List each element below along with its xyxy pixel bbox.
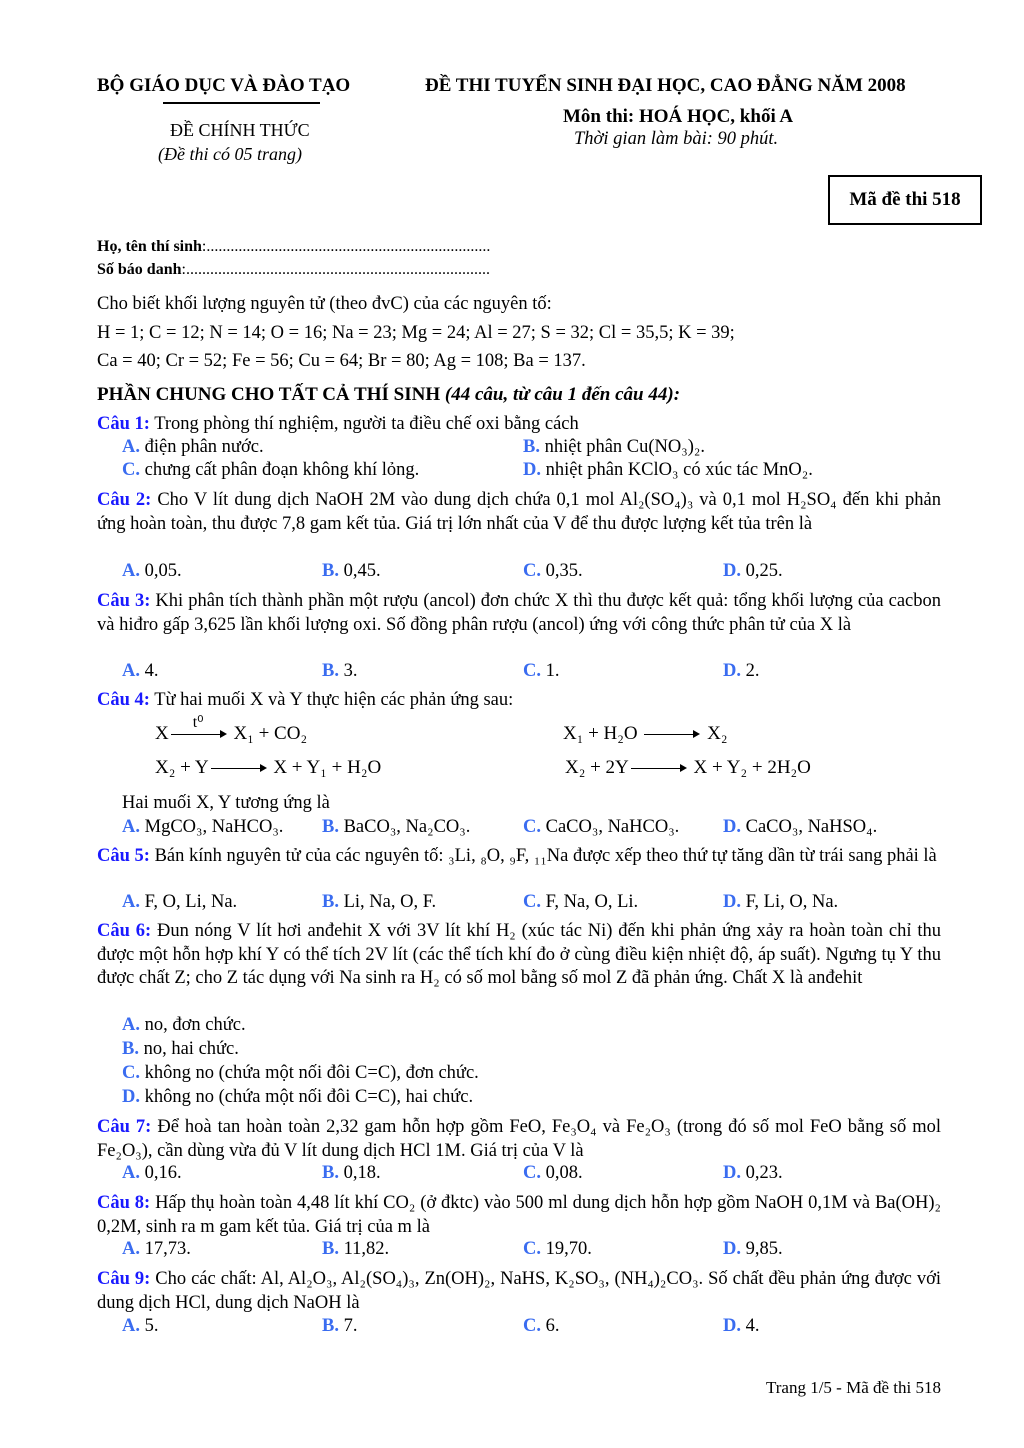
question-label: Câu 5: — [97, 846, 150, 866]
option-text: 17,73. — [140, 1239, 191, 1259]
option-b[interactable] — [322, 1239, 389, 1260]
option-b[interactable] — [322, 561, 381, 582]
question-1 — [97, 413, 941, 437]
option-c[interactable] — [122, 460, 419, 481]
reaction-right: X + Y₁ + H₂O — [273, 757, 382, 778]
option-text: 6. — [541, 1316, 560, 1336]
question-text: Để hoà tan hoàn toàn 2,32 gam hỗn hợp gồm FeO, Fe₃O₄ và Fe₂O₃ (trong đó số mol FeO bằng số mol Fe₂O₃), cần dùng vừa đủ V lít dung dịch HCl 1M. Giá trị của V là — [97, 1117, 941, 1161]
ministry-name: BỘ GIÁO DỤC VÀ ĐÀO TẠO — [97, 75, 351, 96]
option-a[interactable] — [122, 892, 237, 913]
option-d[interactable] — [723, 892, 838, 913]
option-c[interactable] — [523, 817, 679, 838]
option-d[interactable] — [723, 661, 760, 682]
option-a[interactable] — [122, 561, 182, 582]
question-label: Câu 6: — [97, 921, 152, 941]
option-text: 0,05. — [140, 561, 182, 581]
option-text: CaCO₃, NaHCO₃. — [541, 817, 680, 837]
option-text: 4. — [140, 661, 159, 681]
option-text: no, hai chức. — [138, 1039, 239, 1059]
exam-code: Mã đề thi 518 — [849, 189, 961, 210]
question-4 — [97, 689, 941, 713]
candidate-name-field[interactable]: :....................................................................... — [201, 238, 491, 255]
option-text: 0,35. — [541, 561, 583, 581]
option-d[interactable] — [723, 561, 783, 582]
option-letter: D. — [723, 892, 741, 912]
option-letter: C. — [523, 817, 541, 837]
option-text: CaCO₃, NaHSO₄. — [741, 817, 878, 837]
option-text: 2. — [741, 661, 760, 681]
question-8 — [97, 1192, 941, 1239]
option-letter: D. — [723, 1239, 741, 1259]
reaction-condition: t⁰ — [192, 713, 204, 731]
option-text: 5. — [140, 1316, 159, 1336]
candidate-id-label: Số báo danh — [97, 261, 182, 278]
question-9 — [97, 1268, 941, 1315]
question-label: Câu 4: — [97, 690, 150, 710]
option-text: BaCO₃, Na₂CO₃. — [338, 817, 471, 837]
reaction-left: X₂ + Y — [155, 757, 209, 778]
option-letter: D. — [723, 661, 741, 681]
option-letter: C. — [122, 460, 140, 480]
option-b[interactable] — [523, 437, 705, 458]
official-label: ĐỀ CHÍNH THỨC — [170, 120, 310, 140]
question-text: Bán kính nguyên tử của các nguyên tố: ₃Li, ₈O, ₉F, ₁₁Na được xếp theo thứ tự tăng dần từ trái sang phải là — [149, 846, 937, 866]
option-a[interactable] — [122, 437, 264, 458]
reaction-3 — [155, 757, 381, 779]
option-b[interactable] — [322, 661, 357, 682]
option-a[interactable] — [122, 1163, 182, 1184]
option-b[interactable] — [122, 1039, 239, 1060]
option-c[interactable] — [523, 661, 560, 682]
candidate-id-field[interactable]: :............................................................................ — [181, 261, 490, 278]
option-b[interactable] — [322, 892, 436, 913]
option-letter: B. — [322, 1163, 339, 1183]
option-text: no, đơn chức. — [140, 1015, 246, 1035]
option-letter: D. — [723, 1316, 741, 1336]
header-divider — [163, 102, 320, 104]
option-letter: C. — [523, 1239, 541, 1259]
option-letter: A. — [122, 1239, 140, 1259]
option-letter: B. — [322, 661, 339, 681]
option-text: Li, Na, O, F. — [338, 892, 437, 912]
question-5 — [97, 845, 941, 869]
option-c[interactable] — [122, 1063, 479, 1084]
option-text: F, O, Li, Na. — [140, 892, 238, 912]
reaction-left: X₂ + 2Y — [565, 757, 629, 778]
option-text: 0,45. — [338, 561, 381, 581]
option-letter: C. — [523, 892, 541, 912]
option-c[interactable] — [523, 1239, 592, 1260]
option-letter: A. — [122, 561, 140, 581]
option-a[interactable] — [122, 1316, 159, 1337]
exam-title: ĐỀ THI TUYỂN SINH ĐẠI HỌC, CAO ĐẲNG NĂM 2008 — [425, 75, 906, 96]
section-heading — [97, 384, 680, 406]
pages-note: (Đề thi có 05 trang) — [158, 144, 302, 164]
option-c[interactable] — [523, 892, 638, 913]
section-subtitle: (44 câu, từ câu 1 đến câu 44): — [444, 384, 681, 405]
option-c[interactable] — [523, 1316, 560, 1337]
question-text: Từ hai muối X và Y thực hiện các phản ứng sau: — [149, 690, 514, 710]
option-text: MgCO₃, NaHCO₃. — [140, 817, 284, 837]
option-d[interactable] — [523, 460, 813, 481]
option-text: 7. — [338, 1316, 358, 1336]
option-d[interactable] — [723, 817, 877, 838]
option-letter: D. — [523, 460, 541, 480]
option-text: 19,70. — [541, 1239, 592, 1259]
option-text: 11,82. — [338, 1239, 390, 1259]
option-letter: B. — [322, 892, 339, 912]
option-text: 0,18. — [338, 1163, 381, 1183]
question-text: Đun nóng V lít hơi anđehit X với 3V lít khí H₂ (xúc tác Ni) đến khi phản ứng xảy ra hoàn toàn chỉ thu được một hỗn hợp khí Y có thể tích 2V lít (các thể tích khí đo ở cùng điều kiện nhiệt độ, áp suất). Ngưng tụ Y thu được chất Z; cho Z tác dụng với Na sinh ra H₂ có số mol bằng số mol Z đã phản ứng. Chất X là anđehit — [97, 921, 941, 988]
option-letter: D. — [723, 1163, 741, 1183]
option-text: nhiệt phân Cu(NO₃)₂. — [539, 437, 705, 457]
option-text: 0,16. — [140, 1163, 182, 1183]
question-7 — [97, 1116, 941, 1163]
option-text: 0,23. — [741, 1163, 783, 1183]
option-letter: B. — [322, 1239, 339, 1259]
option-letter: C. — [523, 561, 541, 581]
arrow-icon — [642, 730, 702, 740]
option-letter: D. — [122, 1087, 140, 1107]
option-text: 3. — [338, 661, 358, 681]
question-label: Câu 9: — [97, 1269, 151, 1289]
reaction-right: X₁ + CO₂ — [233, 723, 308, 744]
reaction-right: X₂ — [707, 723, 728, 744]
reaction-right: X + Y₂ + 2H₂O — [693, 757, 811, 778]
option-letter: A. — [122, 1316, 140, 1336]
option-text: 9,85. — [741, 1239, 783, 1259]
option-b[interactable] — [322, 1316, 357, 1337]
option-letter: A. — [122, 661, 140, 681]
reaction-2 — [563, 723, 728, 745]
option-letter: B. — [322, 561, 339, 581]
option-a[interactable] — [122, 1015, 246, 1036]
option-text: 4. — [741, 1316, 760, 1336]
option-letter: C. — [523, 661, 541, 681]
question-text: Hấp thụ hoàn toàn 4,48 lít khí CO₂ (ở đktc) vào 500 ml dung dịch hỗn hợp gồm NaOH 0,1M và Ba(OH)₂ 0,2M, sinh ra m gam kết tủa. Giá trị của m là — [97, 1193, 941, 1237]
option-text: nhiệt phân KClO₃ có xúc tác MnO₂. — [541, 460, 813, 480]
option-letter: D. — [723, 817, 741, 837]
option-letter: A. — [122, 1163, 140, 1183]
option-letter: A. — [122, 892, 140, 912]
reaction-left: X — [155, 723, 169, 744]
reaction-left: X₁ + H₂O — [563, 723, 638, 744]
question-text: Trong phòng thí nghiệm, người ta điều chế oxi bằng cách — [149, 414, 579, 434]
option-letter: C. — [122, 1063, 140, 1083]
reaction-1 — [155, 713, 308, 745]
exam-code-box — [828, 175, 982, 225]
option-d[interactable] — [122, 1087, 473, 1108]
question-text: Cho V lít dung dịch NaOH 2M vào dung dịch chứa 0,1 mol Al₂(SO₄)₃ và 0,1 mol H₂SO₄ đến khi phản ứng hoàn toàn, thu được 7,8 gam kết tủa. Giá trị lớn nhất của V để thu được lượng kết tủa trên là — [97, 490, 941, 534]
option-text: F, Na, O, Li. — [541, 892, 639, 912]
option-text: F, Li, O, Na. — [741, 892, 839, 912]
option-a[interactable] — [122, 661, 159, 682]
option-letter: B. — [322, 817, 339, 837]
option-letter: B. — [322, 1316, 339, 1336]
option-text: 0,25. — [741, 561, 783, 581]
question-2 — [97, 489, 941, 536]
question-6 — [97, 920, 941, 991]
candidate-name-label: Họ, tên thí sinh — [97, 238, 202, 255]
option-text: 0,08. — [541, 1163, 583, 1183]
arrow-icon — [629, 764, 689, 774]
option-c[interactable] — [523, 1163, 583, 1184]
atomic-masses-line1: H = 1; C = 12; N = 14; O = 16; Na = 23; Mg = 24; Al = 27; S = 32; Cl = 35,5; K = 39; — [97, 323, 735, 343]
option-letter: A. — [122, 1015, 140, 1035]
question-label: Câu 8: — [97, 1193, 151, 1213]
arrow-icon — [169, 713, 229, 740]
option-a[interactable] — [122, 817, 283, 838]
question-text: Khi phân tích thành phần một rượu (ancol) đơn chức X thì thu được kết quả: tổng khối lượng của cacbon và hiđro gấp 3,625 lần khối lượng oxi. Số đồng phân rượu (ancol) ứng với công thức phân tử của X là — [97, 591, 942, 635]
section-title: PHẦN CHUNG CHO TẤT CẢ THÍ SINH — [97, 384, 441, 405]
question-label: Câu 2: — [97, 490, 152, 510]
question-text: Cho các chất: Al, Al₂O₃, Al₂(SO₄)₃, Zn(OH)₂, NaHS, K₂SO₃, (NH₄)₂CO₃. Số chất đều phản ứng được với dung dịch HCl, dung dịch NaOH là — [97, 1269, 941, 1313]
option-letter: C. — [523, 1316, 541, 1336]
question-4-stem2: Hai muối X, Y tương ứng là — [122, 793, 330, 813]
option-text: điện phân nước. — [140, 437, 264, 457]
option-text: không no (chứa một nối đôi C=C), đơn chức. — [140, 1063, 479, 1083]
option-letter: A. — [122, 817, 140, 837]
option-letter: B. — [523, 437, 540, 457]
option-b[interactable] — [322, 817, 470, 838]
option-text: 1. — [541, 661, 560, 681]
option-c[interactable] — [523, 561, 583, 582]
option-letter: B. — [122, 1039, 139, 1059]
question-label: Câu 7: — [97, 1117, 152, 1137]
atomic-masses-line2: Ca = 40; Cr = 52; Fe = 56; Cu = 64; Br = 80; Ag = 108; Ba = 137. — [97, 351, 586, 371]
page-footer: Trang 1/5 - Mã đề thi 518 — [765, 1378, 941, 1397]
atomic-masses-intro: Cho biết khối lượng nguyên tử (theo đvC) của các nguyên tố: — [97, 294, 552, 314]
option-letter: A. — [122, 437, 140, 457]
option-a[interactable] — [122, 1239, 191, 1260]
candidate-name-row — [97, 238, 490, 256]
option-letter: D. — [723, 561, 741, 581]
arrow-icon — [209, 764, 269, 774]
question-label: Câu 1: — [97, 414, 150, 434]
question-label: Câu 3: — [97, 591, 151, 611]
option-b[interactable] — [322, 1163, 381, 1184]
question-3 — [97, 590, 941, 637]
exam-subject: Môn thi: HOÁ HỌC, khối A — [563, 106, 794, 127]
option-text: chưng cất phân đoạn không khí lỏng. — [140, 460, 420, 480]
option-d[interactable] — [723, 1163, 783, 1184]
option-d[interactable] — [723, 1239, 783, 1260]
exam-time: Thời gian làm bài: 90 phút. — [574, 129, 779, 149]
candidate-id-row — [97, 261, 490, 279]
reaction-4 — [565, 757, 811, 779]
option-letter: C. — [523, 1163, 541, 1183]
option-d[interactable] — [723, 1316, 760, 1337]
option-text: không no (chứa một nối đôi C=C), hai chức. — [140, 1087, 474, 1107]
